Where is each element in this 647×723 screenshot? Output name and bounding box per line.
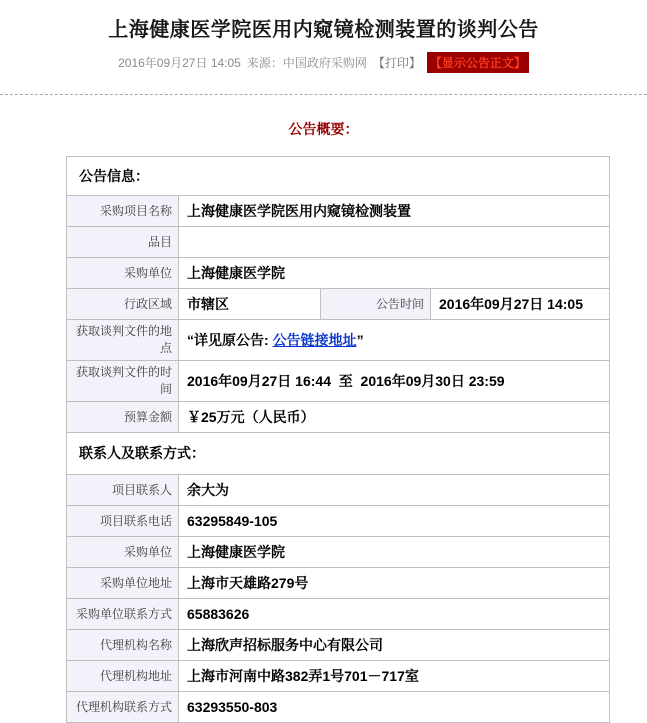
announcement-link[interactable]: 公告链接地址 — [272, 331, 357, 348]
field-label: 预算金额 — [67, 402, 179, 433]
dashed-divider — [0, 94, 647, 95]
section-heading: 公告概要： — [288, 121, 359, 137]
field-value: 上海健康医学院医用内窥镜检测装置 — [179, 196, 610, 227]
source-label: 来源：中国政府采购网 — [246, 56, 367, 70]
table-row — [67, 661, 610, 692]
page-title: 上海健康医学院医用内窥镜检测装置的谈判公告 — [108, 19, 539, 41]
field-value: 上海健康医学院 — [179, 537, 610, 568]
quote-suffix: ” — [356, 331, 364, 348]
field-label: 行政区域 — [67, 289, 179, 320]
field-label: 代理机构名称 — [67, 630, 179, 661]
field-label: 采购项目名称 — [67, 196, 179, 227]
field-value: 2016年09月27日 16:44 至 2016年09月30日 23:59 — [179, 361, 610, 402]
field-label: 公告时间 — [321, 289, 431, 320]
field-value: 63293550-803 — [179, 692, 610, 723]
contacts-header: 联系人及联系方式： — [67, 433, 610, 475]
table-row — [67, 692, 610, 723]
field-label: 代理机构联系方式 — [67, 692, 179, 723]
field-label: 采购单位 — [67, 258, 179, 289]
field-label: 项目联系电话 — [67, 506, 179, 537]
field-value — [179, 320, 610, 361]
field-value: 上海健康医学院 — [179, 258, 610, 289]
field-value: 上海市天雄路279号 — [179, 568, 610, 599]
field-label: 品目 — [67, 227, 179, 258]
field-label: 采购单位地址 — [67, 568, 179, 599]
table-row — [67, 630, 610, 661]
field-label: 采购单位联系方式 — [67, 599, 179, 630]
field-label: 项目联系人 — [67, 475, 179, 506]
table-row — [67, 599, 610, 630]
table-row — [67, 433, 610, 475]
publish-datetime: 2016年09月27日 14:05 — [118, 56, 241, 70]
table-row — [67, 157, 610, 196]
table-row — [67, 537, 610, 568]
field-value: 上海欣声招标服务中心有限公司 — [179, 630, 610, 661]
announcement-summary-table — [66, 156, 610, 723]
show-original-button[interactable]: 【显示公告正文】 — [427, 52, 529, 73]
table-row — [67, 402, 610, 433]
quote-prefix: “详见原公告: — [187, 331, 273, 348]
field-value: 余大为 — [179, 475, 610, 506]
table-row — [67, 506, 610, 537]
field-value: 上海市河南中路382弄1号701－717室 — [179, 661, 610, 692]
field-value: 65883626 — [179, 599, 610, 630]
field-value: 2016年09月27日 14:05 — [431, 289, 610, 320]
table-row — [67, 196, 610, 227]
table-row — [67, 258, 610, 289]
field-value: 市辖区 — [179, 289, 321, 320]
field-label: 代理机构地址 — [67, 661, 179, 692]
table-row — [67, 361, 610, 402]
field-value — [179, 227, 610, 258]
field-label: 采购单位 — [67, 537, 179, 568]
field-label: 获取谈判文件的时间 — [67, 361, 179, 402]
field-value: ￥25万元（人民币） — [179, 402, 610, 433]
table-row — [67, 475, 610, 506]
announcement-info-header: 公告信息： — [67, 157, 610, 196]
table-row — [67, 289, 610, 320]
page-header — [0, 0, 647, 73]
table-row — [67, 568, 610, 599]
field-label: 获取谈判文件的地点 — [67, 320, 179, 361]
print-button[interactable]: 【打印】 — [372, 56, 421, 70]
field-value: 63295849-105 — [179, 506, 610, 537]
table-row — [67, 320, 610, 361]
table-row — [67, 227, 610, 258]
meta-line — [0, 52, 647, 73]
